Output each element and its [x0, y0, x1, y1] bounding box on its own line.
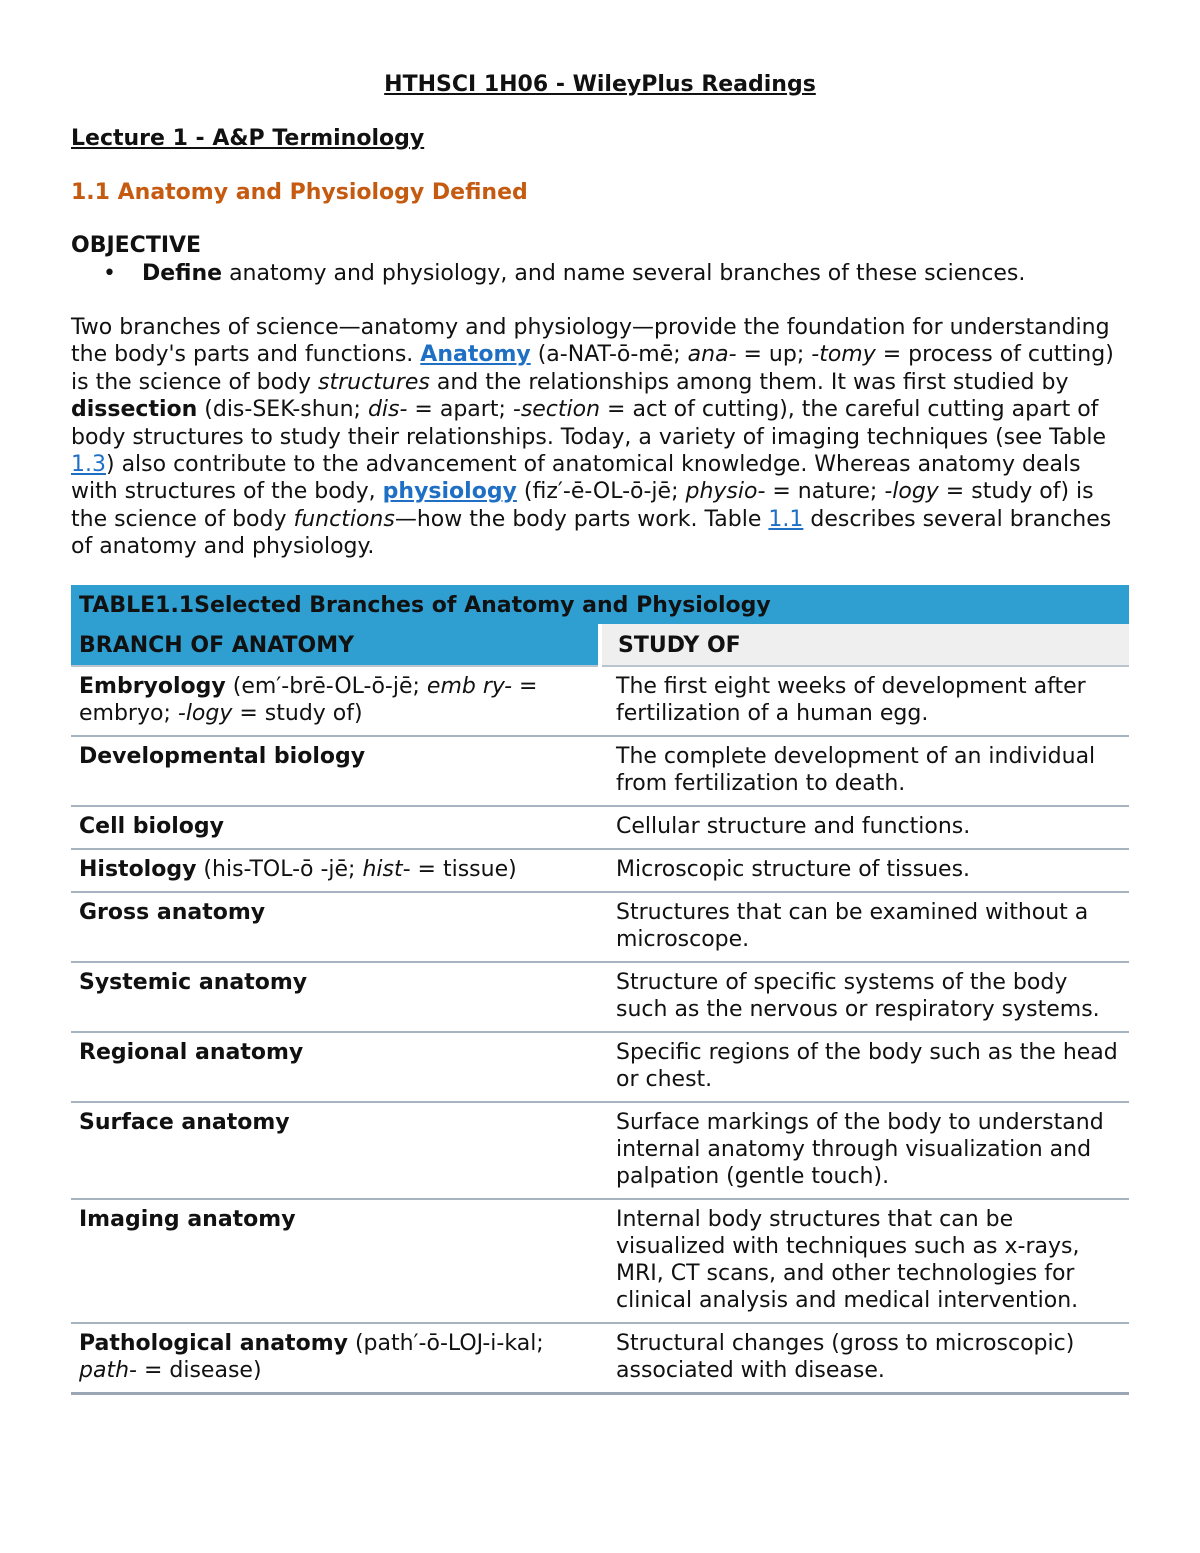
- para-term: ana-: [687, 342, 737, 368]
- branch-detail: (em′-brē-OL-ō-jē;: [225, 673, 427, 699]
- table-row: [71, 736, 1129, 806]
- lecture-title: Lecture 1 - A&P Terminology: [71, 126, 425, 151]
- branch-name: Developmental biology: [79, 743, 366, 769]
- header-study-of: STUDY OF: [600, 624, 1129, 666]
- dissection-term: dissection: [71, 397, 198, 423]
- para-text: —how the body parts work. Table: [394, 506, 769, 532]
- para-term: functions: [293, 506, 395, 532]
- header-branch: BRANCH OF ANATOMY: [71, 624, 600, 666]
- intro-paragraph: [71, 314, 1129, 561]
- table-row: [71, 1199, 1129, 1323]
- branch-cell: [71, 666, 600, 736]
- bullet-icon: •: [103, 261, 116, 286]
- branch-detail: emb ry-: [426, 673, 513, 699]
- study-cell: Structure of specific systems of the body such as the nervous or respiratory systems.: [600, 962, 1129, 1032]
- table-row: [71, 806, 1129, 849]
- table-1-1-link[interactable]: 1.1: [768, 506, 804, 532]
- para-text: = apart;: [407, 397, 513, 423]
- table-row: [71, 1323, 1129, 1394]
- branch-name: Embryology: [79, 673, 226, 699]
- branch-cell: [71, 1032, 600, 1102]
- branch-name: Pathological anatomy: [79, 1330, 348, 1356]
- para-term: -tomy: [811, 342, 876, 368]
- para-text: = process of cutting) is the science of body: [71, 342, 1114, 395]
- branch-cell: [71, 1199, 600, 1323]
- para-text: = up;: [736, 342, 812, 368]
- branch-name: Systemic anatomy: [79, 969, 308, 995]
- study-cell: Surface markings of the body to understand internal anatomy through visualization and palpation (gentle touch).: [600, 1102, 1129, 1199]
- objective-item: [71, 260, 1129, 288]
- branch-detail: = disease): [136, 1357, 262, 1383]
- branch-cell: [71, 1102, 600, 1199]
- para-text: = nature;: [765, 479, 885, 505]
- section-heading: 1.1 Anatomy and Physiology Defined: [71, 180, 528, 205]
- objective-heading: OBJECTIVE: [71, 233, 202, 258]
- objective-verb: Define: [142, 261, 223, 286]
- branch-name: Imaging anatomy: [79, 1206, 296, 1232]
- para-text: Two branches of science—anatomy and physiology—provide the foundation for understanding the body's parts and functions.: [71, 315, 1110, 368]
- para-text: = act of cutting), the careful cutting apart of body structures to study their relationships. Today, a variety of imaging techniques (see Table: [71, 397, 1107, 450]
- branch-name: Surface anatomy: [79, 1109, 290, 1135]
- table-row: [71, 666, 1129, 736]
- table-row: [71, 892, 1129, 962]
- study-cell: Structural changes (gross to microscopic) associated with disease.: [600, 1323, 1129, 1394]
- para-text: = study of) is the science of body: [71, 479, 1094, 532]
- branch-cell: [71, 806, 600, 849]
- para-text: describes several branches of anatomy and physiology.: [71, 506, 1112, 560]
- branch-detail: = tissue): [410, 856, 517, 882]
- branch-detail: = study of): [232, 700, 363, 726]
- table-header-row: [71, 624, 1129, 666]
- para-text: ) also contribute to the advancement of anatomical knowledge. Whereas anatomy deals with structures of the body,: [71, 452, 1081, 505]
- table-row: [71, 849, 1129, 892]
- para-term: dis-: [367, 397, 408, 423]
- para-term: -section: [512, 397, 601, 423]
- para-text: (dis-SEK-shun;: [197, 397, 368, 423]
- document-page: [71, 70, 1129, 1395]
- objective-text: anatomy and physiology, and name several branches of these sciences.: [222, 261, 1026, 286]
- study-cell: The complete development of an individual from fertilization to death.: [600, 736, 1129, 806]
- para-term: physio-: [685, 479, 766, 505]
- branch-cell: [71, 736, 600, 806]
- branch-name: Histology: [79, 856, 197, 882]
- study-cell: Microscopic structure of tissues.: [600, 849, 1129, 892]
- branch-cell: [71, 1323, 600, 1394]
- branch-cell: [71, 962, 600, 1032]
- branch-detail: path-: [79, 1357, 137, 1383]
- branch-name: Gross anatomy: [79, 899, 266, 925]
- branch-detail: = embryo;: [79, 673, 538, 726]
- branch-cell: [71, 892, 600, 962]
- study-cell: Cellular structure and functions.: [600, 806, 1129, 849]
- document-title: HTHSCI 1H06 - WileyPlus Readings: [384, 72, 816, 97]
- anatomy-link[interactable]: Anatomy: [420, 342, 531, 368]
- table-row: [71, 1102, 1129, 1199]
- branch-name: Cell biology: [79, 813, 224, 839]
- branches-table: [71, 585, 1129, 1395]
- para-term: -logy: [884, 479, 939, 505]
- branch-name: Regional anatomy: [79, 1039, 304, 1065]
- para-term: structures: [318, 369, 430, 395]
- table-caption-row: [71, 585, 1129, 624]
- branch-detail: hist-: [362, 856, 411, 882]
- table-caption: TABLE1.1Selected Branches of Anatomy and Physiology: [71, 585, 1129, 624]
- table-1-3-link[interactable]: 1.3: [71, 452, 106, 478]
- branch-detail: -logy: [177, 700, 233, 726]
- study-cell: Specific regions of the body such as the head or chest.: [600, 1032, 1129, 1102]
- study-cell: The first eight weeks of development after fertilization of a human egg.: [600, 666, 1129, 736]
- physiology-link[interactable]: physiology: [382, 479, 517, 505]
- study-cell: Structures that can be examined without a microscope.: [600, 892, 1129, 962]
- table-row: [71, 1032, 1129, 1102]
- branch-cell: [71, 849, 600, 892]
- para-text: (a-NAT-ō-mē;: [530, 342, 688, 368]
- branch-detail: (path′-ō-LOJ-i-kal;: [347, 1330, 544, 1356]
- branch-detail: (his-TOL-ō -jē;: [196, 856, 363, 882]
- table-row: [71, 962, 1129, 1032]
- para-text: and the relationships among them. It was first studied by: [429, 369, 1069, 395]
- para-text: (fiz′-ē-OL-ō-jē;: [516, 479, 686, 505]
- study-cell: Internal body structures that can be visualized with techniques such as x-rays, MRI, CT scans, and other technologies for clinical analysis and medical intervention.: [600, 1199, 1129, 1323]
